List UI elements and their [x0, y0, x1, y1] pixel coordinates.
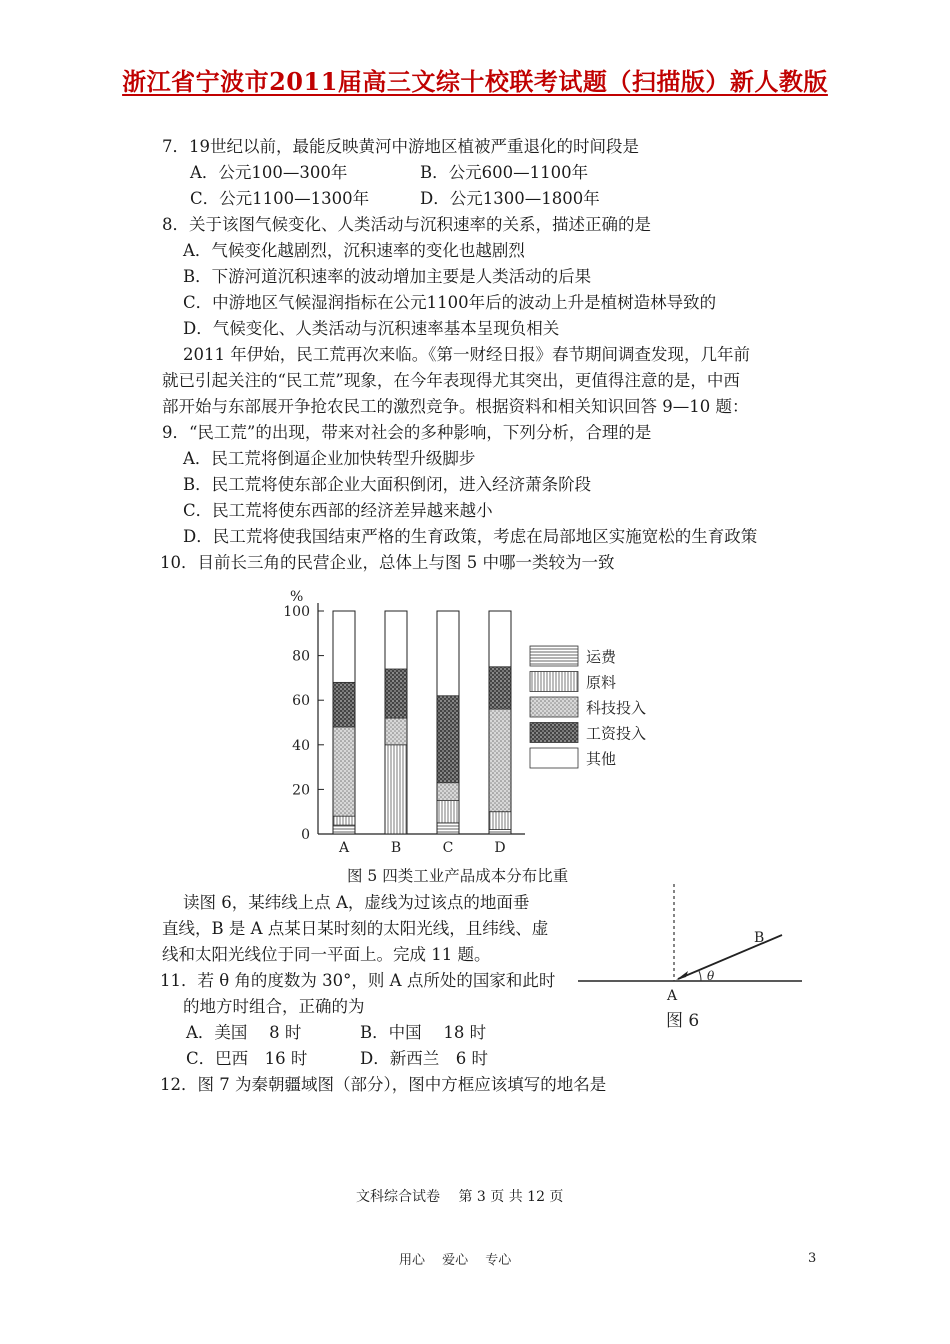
x-tick-label-C: C [442, 840, 454, 856]
label-a: A [667, 988, 678, 1004]
bar-D-blank [489, 611, 511, 667]
q9-stem: 9．“民工荒”的出现，带来对社会的多种影响，下列分析，合理的是 [162, 423, 652, 442]
q9-option-b: B．民工荒将使东部企业大面积倒闭，进入经济萧条阶段 [183, 475, 592, 494]
bar-C-blank [437, 611, 459, 696]
bar-B-cross [385, 669, 407, 718]
bar-D-vlines [489, 812, 511, 830]
q7-option-d: D．公元1300—1800年 [420, 189, 600, 208]
q11-option-d: D．新西兰 6 时 [360, 1049, 488, 1068]
bar-A-vlines [333, 816, 355, 825]
bar-A-dots [333, 727, 355, 816]
q7-option-b: B．公元600—1100年 [420, 163, 589, 182]
fig6-text-line-1: 读图 6，某纬线上点 A，虚线为过该点的地面垂 [183, 893, 530, 912]
y-axis-label: % [290, 589, 304, 605]
legend-swatch-cross [530, 723, 578, 743]
legend-label-dots: 科技投入 [586, 699, 647, 717]
q8-stem: 8．关于该图气候变化、人类活动与沉积速率的关系，描述正确的是 [162, 215, 651, 234]
q11-option-c: C．巴西 16 时 [186, 1049, 308, 1068]
q12-stem: 12．图 7 为秦朝疆域图（部分），图中方框应该填写的地名是 [160, 1075, 607, 1094]
legend-swatch-dots [530, 697, 578, 717]
y-tick-label-20: 20 [292, 782, 310, 799]
q8-option-a: A．气候变化越剧烈，沉积速率的变化也越剧烈 [183, 241, 525, 260]
passage-line-1: 2011 年伊始，民工荒再次来临。《第一财经日报》春节期间调查发现，几年前 [183, 345, 750, 364]
figure-6-sun-angle-diagram [570, 880, 810, 1040]
q11-option-b: B．中国 18 时 [360, 1023, 487, 1042]
fig6-text-line-2: 直线，B 是 A 点某日某时刻的太阳光线，且纬线、虚 [162, 919, 549, 938]
bar-A-hlines [333, 825, 355, 834]
label-theta: θ [707, 969, 715, 983]
q11-option-a: A．美国 8 时 [186, 1023, 302, 1042]
fig6-text-line-3: 线和太阳光线位于同一平面上。完成 11 题。 [162, 945, 491, 964]
legend-label-hlines: 运费 [586, 648, 617, 666]
legend-label-cross: 工资投入 [586, 724, 647, 743]
q9-option-a: A．民工荒将倒逼企业加快转型升级脚步 [183, 449, 476, 468]
bar-C-dots [437, 783, 459, 801]
bar-D-dots [489, 709, 511, 812]
x-tick-label-B: B [390, 840, 402, 856]
legend-swatch-vlines [530, 672, 578, 692]
y-tick-label-80: 80 [292, 648, 310, 665]
bar-B-vlines [385, 745, 407, 834]
q7-option-a: A．公元100—300年 [190, 163, 348, 182]
sunlight-ray-b [678, 935, 782, 979]
figure-6-caption: 图 6 [666, 1011, 700, 1031]
y-tick-label-0: 0 [301, 827, 310, 843]
bar-A-cross [333, 682, 355, 727]
q10-stem: 10．目前长三角的民营企业，总体上与图 5 中哪一类较为一致 [160, 553, 615, 572]
y-tick-label-40: 40 [292, 737, 310, 754]
q11-stem-line-1: 11．若 θ 角的度数为 30°，则 A 点所处的国家和此时 [160, 971, 556, 990]
y-tick-label-100: 100 [283, 604, 310, 620]
legend-label-vlines: 原料 [586, 673, 617, 692]
bar-D-cross [489, 667, 511, 709]
passage-line-2: 就已引起关注的“民工荒”现象，在今年表现得尤其突出，更值得注意的是，中西 [162, 371, 740, 390]
bar-B-dots [385, 718, 407, 745]
motto-footer: 用心 爱心 专心 [399, 1253, 512, 1268]
bar-C-cross [437, 696, 459, 783]
q7-stem: 7．19世纪以前，最能反映黄河中游地区植被严重退化的时间段是 [162, 137, 639, 156]
arrow-head [676, 971, 688, 980]
bar-C-hlines [437, 823, 459, 834]
q8-option-b: B．下游河道沉积速率的波动增加主要是人类活动的后果 [183, 267, 592, 286]
theta-arc [699, 971, 701, 981]
x-tick-label-D: D [494, 840, 506, 856]
bar-B-blank [385, 611, 407, 669]
passage-line-3: 部开始与东部展开争抢农民工的激烈竞争。根据资料和相关知识回答 9—10 题： [162, 397, 749, 416]
legend-label-blank: 其他 [586, 750, 617, 768]
q9-option-c: C．民工荒将使东西部的经济差异越来越小 [183, 501, 493, 520]
q8-option-c: C．中游地区气候湿润指标在公元1100年后的波动上升是植树造林导致的 [183, 293, 717, 312]
legend-swatch-blank [530, 748, 578, 768]
label-b: B [754, 930, 765, 946]
x-tick-label-A: A [338, 840, 350, 856]
bar-A-blank [333, 611, 355, 682]
bar-D-hlines [489, 830, 511, 834]
exam-footer: 文科综合试卷 第 3 页 共 12 页 [356, 1189, 564, 1205]
y-tick-label-60: 60 [292, 693, 310, 710]
page-number: 3 [808, 1251, 817, 1266]
q9-option-d: D．民工荒将使我国结束严格的生育政策，考虑在局部地区实施宽松的生育政策 [183, 527, 758, 546]
q8-option-d: D．气候变化、人类活动与沉积速率基本呈现负相关 [183, 319, 560, 338]
q11-stem-line-2: 的地方时组合，正确的为 [183, 997, 365, 1016]
legend-swatch-hlines [530, 646, 578, 666]
figure-5-caption: 图 5 四类工业产品成本分布比重 [347, 867, 569, 885]
document-title: 浙江省宁波市2011届高三文综十校联考试题（扫描版）新人教版 [122, 67, 828, 96]
q7-option-c: C．公元1100—1300年 [190, 189, 370, 208]
bar-C-vlines [437, 801, 459, 823]
